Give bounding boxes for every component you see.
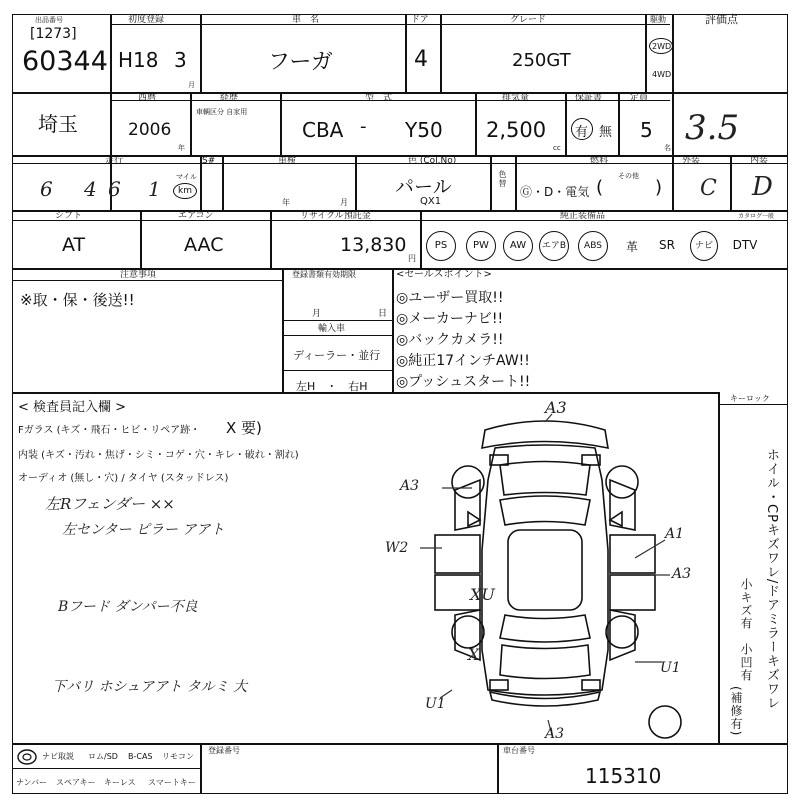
bottom-item-number: ナンバー bbox=[16, 778, 48, 787]
equip-leather: 革 bbox=[625, 240, 638, 254]
fuel-label: 燃料 bbox=[590, 156, 609, 166]
equip-navi: ナビ bbox=[690, 231, 718, 261]
diagram-mark-left-door: W2 bbox=[385, 540, 409, 556]
rating-label: 評価点 bbox=[705, 13, 738, 26]
year-ad-unit: 年 bbox=[178, 144, 185, 152]
key-lock-label: キーロック bbox=[730, 394, 770, 403]
color-label: 色 (Col.No) bbox=[408, 156, 457, 166]
drive-2wd: 2WD bbox=[652, 42, 672, 51]
equip-ps: PS bbox=[426, 231, 456, 261]
bottom-logo-icon bbox=[17, 748, 37, 766]
displacement-value: 2,500 bbox=[486, 118, 547, 142]
handwritten-note-4: 下バリ ホシュアアト タルミ 大 bbox=[52, 679, 248, 695]
notes-text: ※取・保・後送!! bbox=[20, 291, 135, 309]
diagram-mark-right-rear: U1 bbox=[660, 660, 681, 676]
equip-dtv: DTV bbox=[732, 238, 758, 252]
shaken-sublabel: 車検 bbox=[278, 156, 297, 166]
history-label: 経歴 bbox=[220, 93, 239, 103]
equip-aw: AW bbox=[503, 231, 533, 261]
capacity-label: 定員 bbox=[630, 93, 649, 103]
diagram-mark-left-mid: XU bbox=[470, 585, 495, 604]
fuel-other: その他 bbox=[618, 172, 639, 180]
bottom-item-keyless: キーレス bbox=[104, 778, 136, 787]
shaken-month-unit: 月 bbox=[340, 198, 348, 207]
fuel-open-paren: ( bbox=[596, 177, 604, 198]
diagram-mark-right-door: A1 bbox=[665, 526, 685, 542]
mileage-digit-3: 6 bbox=[108, 177, 121, 201]
model-label: 型 式 bbox=[365, 93, 393, 103]
shift-label: シフト bbox=[55, 211, 83, 221]
diagram-mark-bottom: A3 bbox=[545, 726, 565, 742]
doors-value: 4 bbox=[414, 47, 428, 72]
reg-number-label: 登録番号 bbox=[208, 746, 240, 755]
recycle-unit: 円 bbox=[408, 254, 416, 263]
prefecture-value: 埼玉 bbox=[38, 112, 78, 136]
color-value: パール bbox=[395, 176, 452, 198]
inspector-glass: Fガラス (キズ・飛石・ヒビ・リペア跡・ bbox=[18, 425, 201, 436]
right-note-2: 小キズ有 小凹有 bbox=[739, 578, 753, 682]
displacement-unit: cc bbox=[553, 144, 561, 152]
bottom-item-bcas: B-CAS bbox=[128, 752, 153, 761]
model-dash: - bbox=[360, 116, 367, 137]
interior-value: D bbox=[752, 172, 773, 202]
inspector-interior: 内装 (キズ・汚れ・焦げ・シミ・コゲ・穴・キレ・破れ・割れ) bbox=[18, 450, 299, 461]
exterior-label: 外装 bbox=[682, 156, 701, 166]
mileage-label: 走行 bbox=[105, 156, 124, 166]
handwritten-note-1: 左Rフェンダー ×× bbox=[45, 495, 175, 513]
capacity-value: 5 bbox=[640, 118, 653, 142]
car-diagram bbox=[380, 400, 715, 740]
inspector-glass-mark: X 要) bbox=[226, 419, 262, 437]
aircon-label: エアコン bbox=[178, 211, 214, 221]
chassis-label: 車台番号 bbox=[503, 746, 535, 755]
equipment-extra-label: カタログ一般 bbox=[738, 213, 775, 220]
mileage-digit-2: 4 bbox=[84, 177, 97, 201]
handwritten-note-2: 左センター ピラー アアト bbox=[62, 522, 225, 538]
model-code: Y50 bbox=[405, 118, 443, 142]
recycle-label: リサイクル預託金 bbox=[300, 211, 371, 221]
year-ad-label: 西暦 bbox=[138, 93, 157, 103]
equip-abs: ABS bbox=[578, 231, 608, 261]
shift-value: AT bbox=[62, 234, 86, 256]
inspector-audio: オーディオ (無し・穴) / タイヤ (スタッドレス) bbox=[18, 473, 229, 484]
history-sublabel: 車輌区分 自家用 bbox=[196, 108, 248, 116]
capacity-unit: 名 bbox=[664, 144, 671, 152]
rating-value: 3.5 bbox=[685, 108, 740, 148]
diagram-mark-left-x: X bbox=[468, 645, 480, 664]
fuel-options: Ⓖ・D・電気 bbox=[520, 185, 590, 199]
docs-steering: 左H ・ 右H bbox=[296, 380, 368, 393]
right-note-1: ホイル・CPキズワレ/ドアミラーキズワレ bbox=[764, 448, 779, 711]
equipment-label: 純正装備品 bbox=[560, 211, 606, 221]
mileage-unit-km: km bbox=[178, 186, 192, 196]
docs-month: 月 bbox=[312, 309, 322, 319]
handwritten-note-3: Bフード ダンパー不良 bbox=[58, 599, 198, 615]
exterior-value: C bbox=[700, 176, 717, 201]
shaken-label: S# bbox=[202, 156, 216, 166]
notes-label: 注意事項 bbox=[120, 270, 157, 280]
lot-number: 60344 bbox=[22, 46, 108, 77]
inspector-label: < 検査員記入欄 > bbox=[18, 400, 127, 415]
registration-year: H18 bbox=[118, 48, 159, 72]
drive-4wd: 4WD bbox=[652, 70, 672, 79]
registration-label: 初度登録 bbox=[128, 15, 165, 25]
bottom-item-spare-key: スペアキー bbox=[56, 778, 96, 787]
equip-pw: PW bbox=[466, 231, 496, 261]
equip-airbag: エアB bbox=[539, 231, 569, 261]
sales-point-1: ◎ユーザー買取!! bbox=[396, 290, 504, 306]
recycle-value: 13,830 bbox=[340, 234, 407, 256]
sales-point-3: ◎バックカメラ!! bbox=[396, 332, 504, 348]
chassis-value: 115310 bbox=[585, 764, 662, 788]
car-name-label: 車 名 bbox=[292, 15, 320, 25]
docs-day: 日 bbox=[378, 309, 388, 319]
diagram-mark-right-sill: A3 bbox=[672, 566, 692, 582]
mileage-digit-1: 6 bbox=[40, 177, 53, 201]
aircon-value: AAC bbox=[184, 234, 224, 256]
drive-label: 駆動 bbox=[650, 15, 666, 24]
fuel-close-paren: ) bbox=[655, 177, 663, 198]
interior-label: 内装 bbox=[750, 156, 769, 166]
doors-label: ドア bbox=[411, 15, 429, 25]
docs-label: 登録書類有効期限 bbox=[292, 270, 356, 279]
bottom-item-smart-key: スマートキー bbox=[148, 778, 196, 787]
displacement-label: 排気量 bbox=[502, 93, 530, 103]
docs-dealer: ディーラー・並行 bbox=[293, 349, 381, 362]
color-change-label: 色替 bbox=[498, 170, 507, 188]
diagram-mark-top: A3 bbox=[545, 398, 567, 417]
color-code: QX1 bbox=[420, 196, 442, 207]
right-note-3: (補修有) bbox=[729, 686, 743, 737]
car-name-value: フーガ bbox=[268, 50, 333, 75]
bottom-item-remote: リモコン bbox=[162, 752, 194, 761]
docs-import-label: 輸入車 bbox=[318, 324, 346, 334]
sales-point-2: ◎メーカーナビ!! bbox=[396, 311, 504, 327]
warranty-yes: 有 bbox=[575, 125, 589, 140]
year-ad-value: 2006 bbox=[128, 120, 172, 140]
bottom-item-rom: ロム/SD bbox=[88, 752, 118, 761]
shaken-year-unit: 年 bbox=[282, 198, 290, 207]
equip-sr: SR bbox=[659, 238, 675, 252]
model-prefix: CBA bbox=[302, 118, 344, 142]
grade-value: 250GT bbox=[512, 50, 571, 71]
warranty-label: 保証書 bbox=[575, 93, 603, 103]
warranty-no: 無 bbox=[599, 125, 613, 140]
lot-label: 出品番号 bbox=[35, 16, 63, 24]
lot-code: [1273] bbox=[30, 26, 77, 42]
diagram-mark-front-left: A3 bbox=[400, 478, 420, 494]
sales-point-4: ◎純正17インチAW!! bbox=[396, 353, 530, 369]
registration-month-unit: 月 bbox=[188, 81, 195, 89]
sales-point-5: ◎プッシュスタート!! bbox=[396, 374, 531, 390]
registration-month: 3 bbox=[174, 48, 187, 72]
grade-label: グレード bbox=[510, 15, 547, 25]
mileage-unit-mile: マイル bbox=[176, 173, 197, 181]
diagram-mark-left-rear: U1 bbox=[425, 696, 446, 712]
mileage-digit-4: 1 bbox=[148, 177, 161, 201]
sales-label: <セールスポイント> bbox=[396, 269, 492, 280]
bottom-item-navi-manual: ナビ取説 bbox=[42, 752, 74, 761]
